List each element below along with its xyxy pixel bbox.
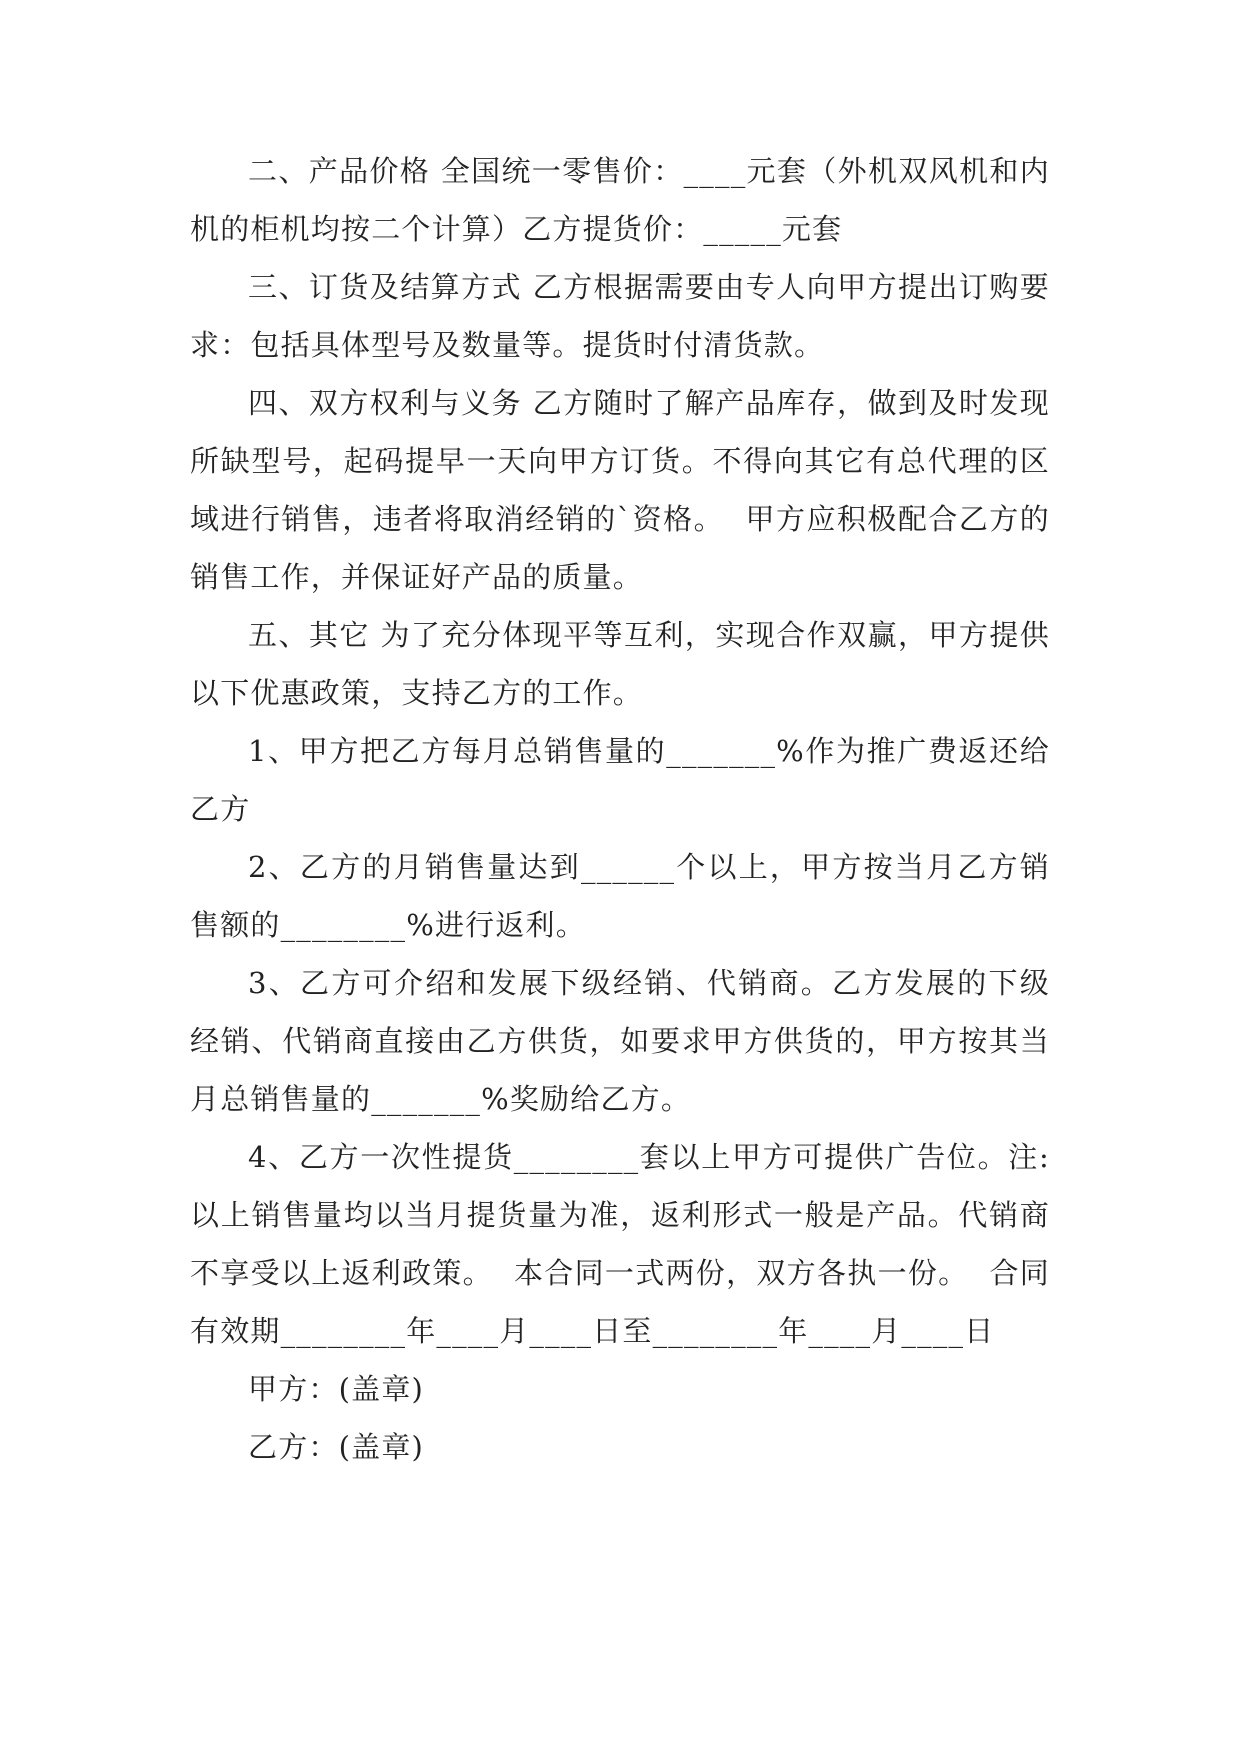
clause-sub-distributor-reward: 3、乙方可介绍和发展下级经销、代销商。乙方发展的下级经销、代销商直接由乙方供货，如要求甲方供货的，甲方按其当月总销售量的_______%奖励给乙方。	[190, 966, 1050, 1116]
clause-advertising-validity: 4、乙方一次性提货________套以上甲方可提供广告位。注:以上销售量均以当月提货量为准，返利形式一般是产品。代销商不享受以上返利政策。 本合同一式两份，双方各执一份。 合同有效期________年____月____日至________年____月____日	[190, 1140, 1050, 1348]
clause-promotion-rebate: 1、甲方把乙方每月总销售量的_______%作为推广费返还给乙方	[190, 734, 1050, 826]
document-page	[190, 142, 1050, 1476]
signature-party-a: 甲方：(盖章)	[248, 1372, 425, 1406]
section-other: 五、其它 为了充分体现平等互利，实现合作双赢，甲方提供以下优惠政策，支持乙方的工作。	[190, 618, 1050, 710]
section-product-price: 二、产品价格 全国统一零售价：____元套（外机双风机和内机的柜机均按二个计算）乙方提货价：_____元套	[190, 154, 1050, 246]
clause-monthly-sales-rebate: 2、乙方的月销售量达到______个以上，甲方按当月乙方销售额的________%进行返利。	[190, 850, 1050, 942]
section-rights-obligations: 四、双方权利与义务 乙方随时了解产品库存，做到及时发现所缺型号，起码提早一天向甲方订货。不得向其它有总代理的区域进行销售，违者将取消经销的`资格。 甲方应积极配合乙方的销售工作，并保证好产品的质量。	[190, 386, 1050, 594]
signature-party-b: 乙方：(盖章)	[248, 1430, 425, 1464]
section-ordering-settlement: 三、订货及结算方式 乙方根据需要由专人向甲方提出订购要求：包括具体型号及数量等。提货时付清货款。	[190, 270, 1050, 362]
